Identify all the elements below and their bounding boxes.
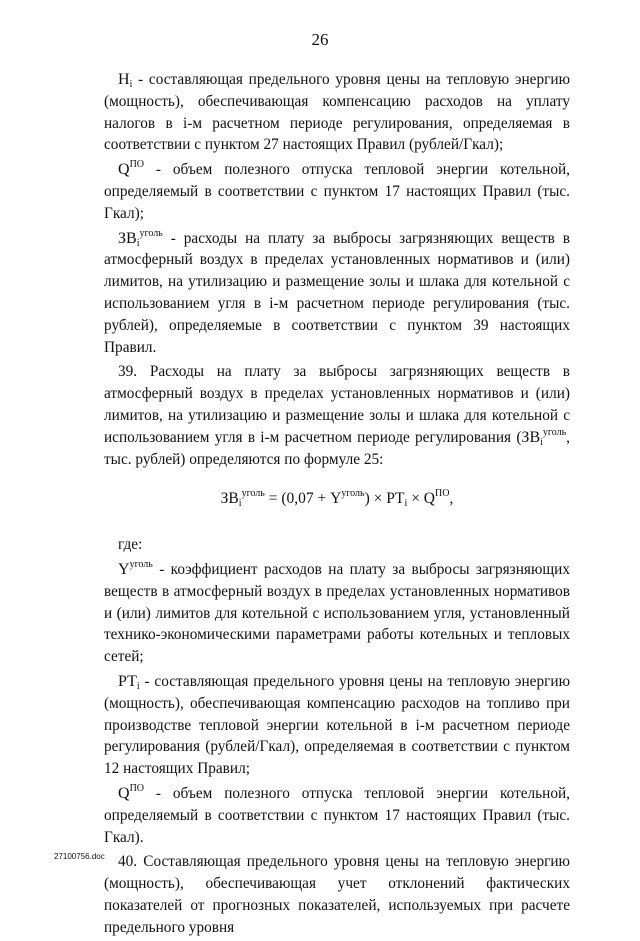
paragraph-39-text: 39. Расходы на плату за выбросы загрязняющих веществ в атмосферный воздух в пределах установленных нормативов и (или) лимитов, на утилизацию и размещение золы и шлака для котельной с использованием угля в i-м расчетном периоде регулирования (: [104, 363, 570, 446]
definition-text: - коэффициент расходов на плату за выбросы загрязняющих веществ в атмосферный воздух в пределах установленных нормативов и (или) лимитов для котельной с использованием угля, установленный технико-экономическими параметрами работы котельных и тепловых сетей;: [104, 560, 570, 666]
definition-text: - составляющая предельного уровня цены на тепловую энергию (мощность), обеспечивающая компенсацию расходов на уплату налогов в i-м расчетном периоде регулирования, определяемая в соответствии с пунктом 27 настоящих Правил (рублей/Гкал);: [104, 71, 570, 154]
formula-lhs: ЗВ: [220, 490, 239, 508]
definition-subscript: i: [136, 680, 140, 692]
formula-eq-mid: ) × РТ: [364, 490, 405, 508]
definition-symbol: Н: [118, 71, 130, 88]
definition-subscript: i: [129, 79, 133, 90]
definition-symbol: Y: [118, 560, 130, 578]
formula-q-sup: ПО: [435, 488, 450, 500]
file-name-footer: 27100756.doc: [54, 852, 105, 861]
definition-text: - объем полезного отпуска тепловой энергии котельной, определяемый в соответствии с пунктом 17 настоящих Правил (тыс. Гкал).: [104, 784, 570, 846]
paragraph-39-tail: , тыс. рублей) определяются по формуле 25:: [104, 428, 570, 468]
formula-eq-open: = (0,07 + Y: [264, 490, 342, 508]
definition-y: [104, 559, 570, 668]
definition-q-po: [104, 159, 570, 224]
page-number: 26: [311, 30, 329, 49]
inline-symbol: ЗВ: [521, 428, 541, 446]
formula-rt-sub: i: [404, 498, 408, 510]
definition-q-po-2: [104, 783, 570, 848]
definition-text: - объем полезного отпуска тепловой энергии котельной, определяемый в соответствии с пунктом 17 настоящих Правил (тыс. Гкал);: [104, 161, 570, 222]
paragraph-40: 40. Составляющая предельного уровня цены на тепловую энергию (мощность), обеспечивающая учет отклонений фактических показателей от прогнозных показателей, используемых при расчете предельного уровня: [104, 853, 570, 936]
definition-symbol: Q: [118, 784, 130, 802]
formula-lhs-sub: i: [238, 498, 242, 510]
definition-superscript: уголь: [139, 227, 163, 239]
where-label: где:: [118, 536, 143, 554]
formula-times-q: × Q: [407, 490, 435, 508]
inline-subscript: i: [540, 436, 543, 448]
document-body: [104, 69, 570, 941]
inline-superscript: уголь: [542, 426, 567, 438]
formula-y-sup: уголь: [341, 488, 365, 500]
definition-h: [104, 69, 570, 156]
definition-symbol: Q: [118, 161, 130, 179]
definition-text: - составляющая предельного уровня цены на тепловую энергию (мощность), обеспечивающая компенсацию расходов на топливо при производстве тепловой энергии котельной в i-м расчетном периоде регулирования (рублей/Гкал), определяемая в соответствии с пунктом 12 настоящих Правил;: [104, 672, 570, 778]
paragraph-39: [104, 361, 570, 470]
definition-rt: [104, 671, 570, 780]
definition-symbol: ЗВ: [118, 229, 137, 247]
definition-subscript: i: [136, 237, 140, 249]
definition-zv: [104, 228, 570, 359]
definition-text: - расходы на плату за выбросы загрязняющих веществ в атмосферный воздух в пределах установленных нормативов и (или) лимитов, на утилизацию и размещение золы и шлака для котельной с использованием угля в i-м расчетном периоде регулирования (тыс. рублей), определяемые в соответствии с пунктом 39 настоящих Правил.: [104, 229, 570, 356]
formula-end: ,: [449, 490, 454, 508]
definition-superscript: ПО: [129, 782, 145, 794]
definition-superscript: уголь: [129, 558, 153, 570]
formula-lhs-sup: уголь: [241, 488, 265, 500]
formula-25: [104, 488, 570, 510]
definition-symbol: РТ: [118, 672, 137, 690]
definition-superscript: ПО: [129, 159, 145, 171]
